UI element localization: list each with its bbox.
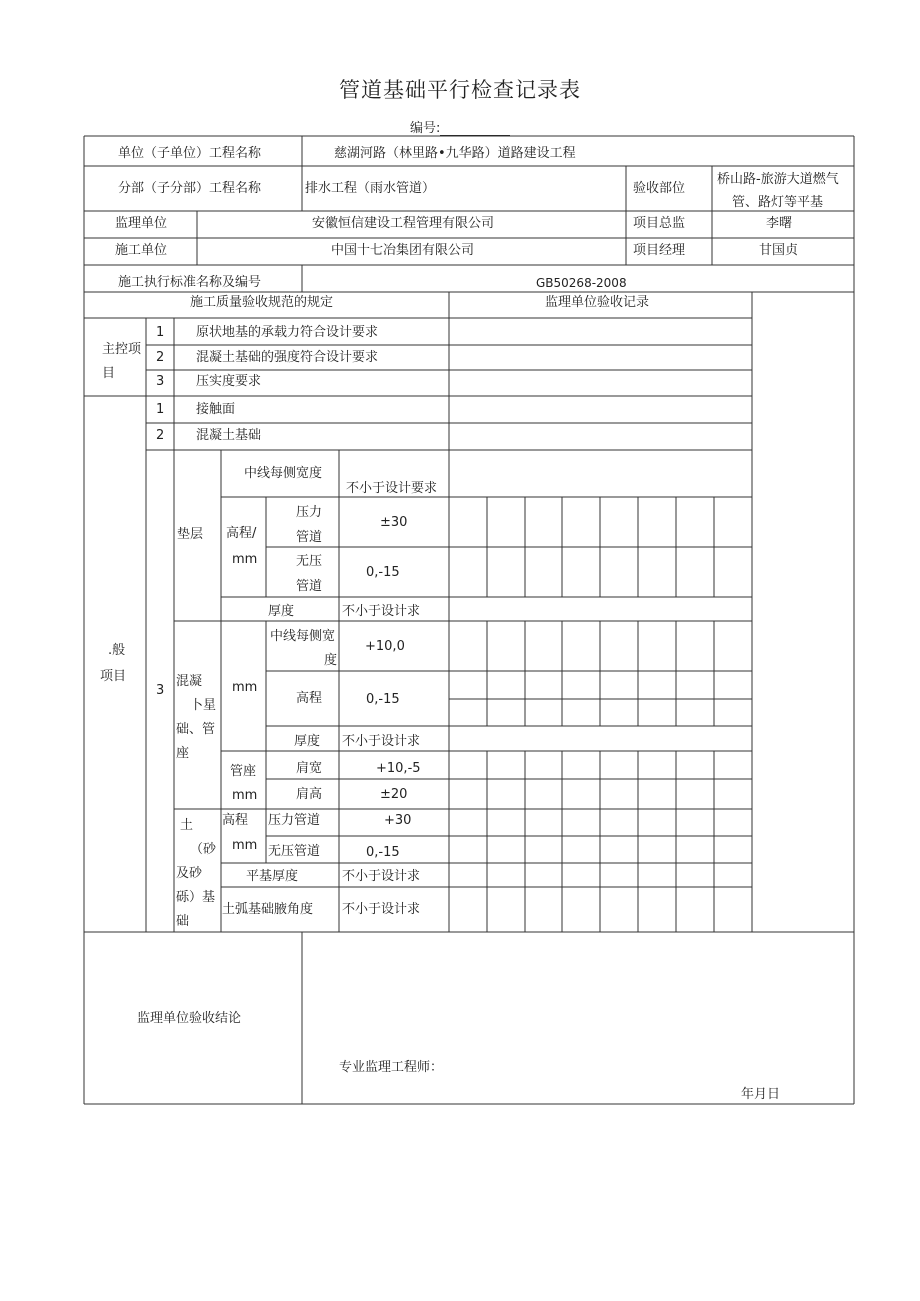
concrete-name-3: 础、管 — [176, 722, 216, 737]
soil-elev-2: mm — [232, 838, 258, 853]
concrete-thickness-req: 不小于设计求 — [342, 734, 421, 749]
concrete-name-1: 混凝 — [176, 674, 203, 689]
unit-value: 慈湖河路（林里路•九华路）道路建设工程 — [334, 146, 576, 161]
page-title: 管道基础平行检查记录表 — [339, 78, 581, 102]
concrete-shoulder-width: 肩宽 — [296, 761, 323, 776]
general-items-label-2: 项目 — [100, 669, 127, 684]
general-row-no: 2 — [156, 428, 165, 443]
main-row-no: 2 — [156, 350, 165, 365]
soil-name-4: 砾）基 — [176, 890, 216, 905]
cushion-elev-2: mm — [232, 552, 258, 567]
unit-label: 单位（子单位）工程名称 — [118, 146, 262, 161]
main-row-text: 原状地基的承载力符合设计要求 — [196, 325, 379, 340]
engineer-signature-label: 专业监理工程师： — [339, 1060, 444, 1075]
concrete-shoulder-height-value: ±20 — [380, 787, 408, 802]
soil-name-1: 土 — [180, 818, 194, 833]
supervisor-label: 监理单位 — [115, 216, 168, 231]
concrete-seat-1: 管座 — [230, 764, 257, 779]
sub-label: 分部（子分部）工程名称 — [118, 181, 262, 196]
sub-value: 排水工程（雨水管道） — [305, 181, 436, 196]
concrete-center-value: +10,0 — [365, 639, 405, 654]
standard-label: 施工执行标准名称及编号 — [118, 275, 262, 290]
main-row-text: 混凝土基础的强度符合设计要求 — [196, 350, 379, 365]
concrete-name-4: 座 — [176, 746, 190, 761]
soil-nonpressure: 无压管道 — [268, 844, 321, 859]
cushion-name: 垫层 — [177, 527, 204, 542]
concrete-shoulder-height: 肩高 — [296, 787, 323, 802]
date-label: 年月日 — [741, 1087, 781, 1102]
cushion-center-width-req: 不小于设计要求 — [346, 481, 438, 496]
soil-nonpressure-value: 0,-15 — [366, 845, 400, 860]
cushion-nonpressure-value: 0,-15 — [366, 565, 400, 580]
main-items-label-2: 目 — [102, 366, 116, 381]
soil-flat-thickness: 平基厚度 — [246, 869, 299, 884]
standard-value: GB50268-2008 — [536, 276, 627, 290]
main-items-label-1: 主控项 — [102, 342, 142, 357]
conclusion-label: 监理单位验收结论 — [137, 1011, 242, 1026]
contractor-label: 施工单位 — [115, 243, 168, 258]
manager-value: 甘国贞 — [759, 243, 799, 258]
soil-pressure: 压力管道 — [268, 813, 321, 828]
main-row-text: 压实度要求 — [196, 374, 262, 389]
spec-column-header: 施工质量验收规范的规定 — [190, 295, 334, 310]
general-items-label-1: .般 — [108, 643, 126, 658]
location-value-2: 管、路灯等平基 — [732, 195, 824, 210]
cushion-thickness: 厚度 — [268, 604, 295, 619]
main-row-no: 1 — [156, 325, 165, 340]
concrete-elev: 高程 — [296, 691, 323, 706]
soil-elev-1: 高程 — [222, 813, 249, 828]
cushion-pressure-1: 压力 — [296, 505, 323, 520]
concrete-shoulder-width-value: +10,-5 — [376, 761, 421, 776]
cushion-thickness-req: 不小于设计求 — [342, 604, 421, 619]
soil-arc-angle-req: 不小于设计求 — [342, 902, 421, 917]
supervisor-value: 安徽恒信建设工程管理有限公司 — [312, 216, 495, 231]
soil-flat-thickness-req: 不小于设计求 — [342, 869, 421, 884]
record-column-header: 监理单位验收记录 — [545, 295, 650, 310]
concrete-center-2: 度 — [324, 653, 338, 668]
soil-name-2: （砂 — [190, 842, 217, 857]
manager-label: 项目经理 — [633, 243, 686, 258]
main-row-no: 3 — [156, 374, 165, 389]
soil-name-5: 础 — [176, 914, 190, 929]
cushion-pressure-value: ±30 — [380, 515, 408, 530]
serial-number: 编号: — [410, 117, 510, 136]
general-row-text: 接触面 — [196, 402, 236, 417]
general-row-no: 1 — [156, 402, 165, 417]
cushion-nonpressure-1: 无压 — [296, 554, 323, 569]
concrete-center-1: 中线每侧宽 — [270, 629, 336, 644]
concrete-elev-value: 0,-15 — [366, 692, 400, 707]
chief-label: 项目总监 — [633, 216, 686, 231]
concrete-unit: mm — [232, 680, 258, 695]
concrete-thickness: 厚度 — [294, 734, 321, 749]
soil-pressure-value: +30 — [384, 813, 412, 828]
cushion-center-width: 中线每侧宽度 — [244, 466, 323, 481]
cushion-nonpressure-2: 管道 — [296, 579, 323, 594]
location-value-1: 桥山路-旅游大道燃气 — [717, 172, 839, 187]
soil-arc-angle: 土弧基础腋角度 — [222, 902, 314, 917]
location-label: 验收部位 — [633, 181, 686, 196]
general-row-no-3: 3 — [156, 683, 165, 698]
cushion-pressure-2: 管道 — [296, 530, 323, 545]
concrete-name-2: 卜星 — [190, 698, 217, 713]
contractor-value: 中国十七冶集团有限公司 — [331, 243, 475, 258]
concrete-seat-2: mm — [232, 788, 258, 803]
cushion-elev-1: 高程/ — [226, 526, 257, 541]
soil-name-3: 及砂 — [176, 866, 203, 881]
chief-value: 李曙 — [766, 216, 793, 231]
general-row-text: 混凝土基础 — [196, 428, 262, 443]
